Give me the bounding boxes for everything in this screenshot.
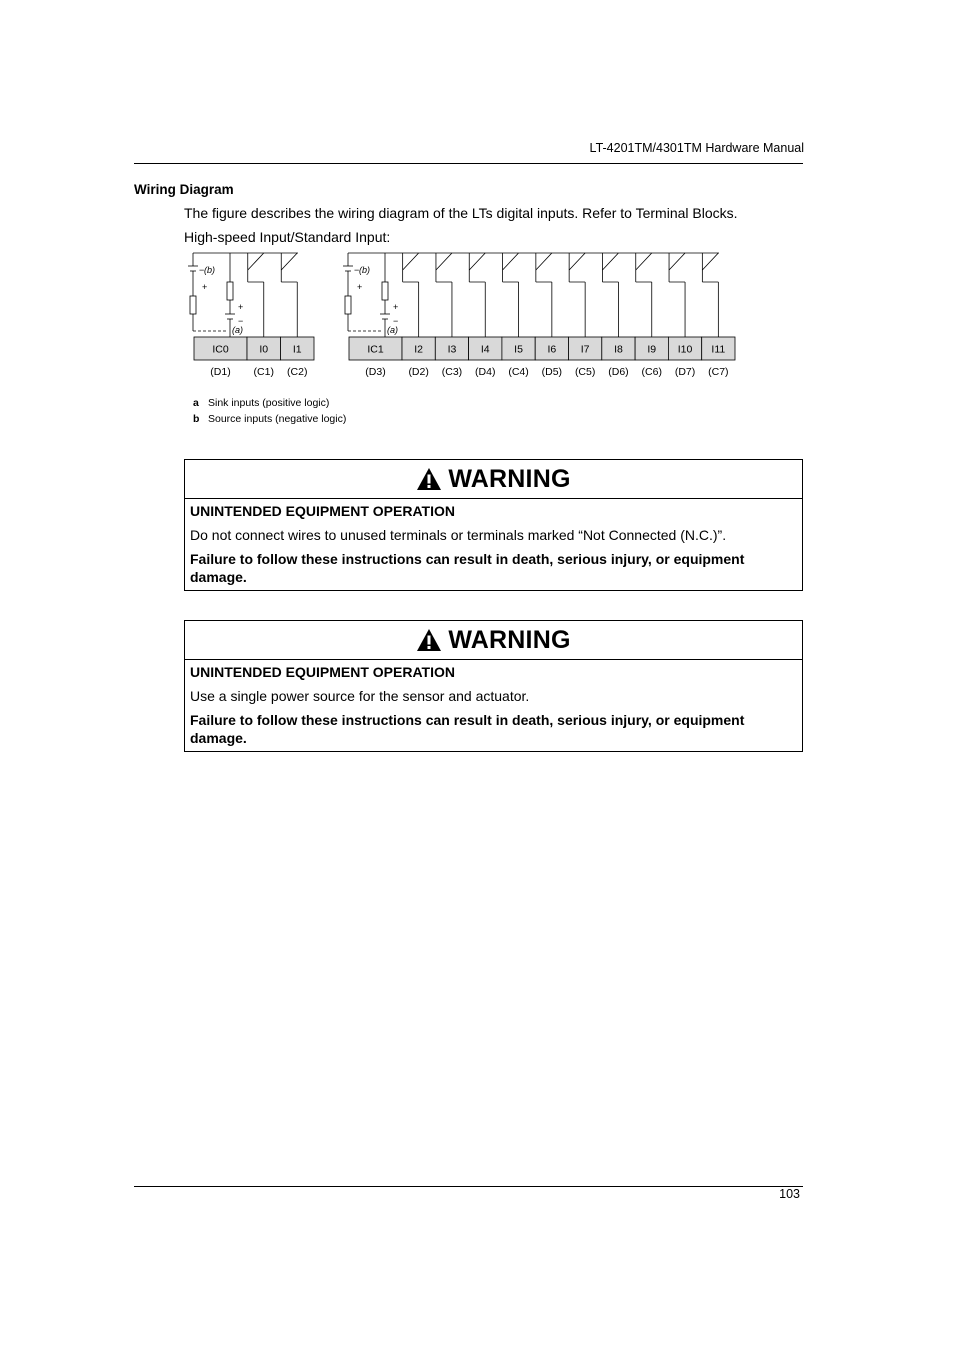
minus-sign: − <box>354 265 360 275</box>
terminal-label: I0 <box>259 343 269 356</box>
terminal-label: I3 <box>447 343 457 356</box>
plus-sign: + <box>238 302 244 312</box>
fuse <box>227 282 233 300</box>
terminal-label: I5 <box>514 343 523 356</box>
pin-label: (C3) <box>441 366 463 378</box>
pin-label: (D2) <box>408 366 429 378</box>
fuse <box>382 282 388 300</box>
intro-paragraph: The figure describes the wiring diagram of the LTs digital inputs. Refer to Terminal Blocks. <box>184 205 738 221</box>
switch-contact <box>602 253 618 270</box>
running-header: LT-4201TM/4301TM Hardware Manual <box>589 141 804 155</box>
terminal-label: I7 <box>580 343 590 356</box>
switch-contact <box>469 253 485 270</box>
pin-label: (D6) <box>608 366 629 378</box>
mark-a: (a) <box>387 325 398 335</box>
switch-contact <box>281 253 297 270</box>
switch-contact <box>669 253 685 270</box>
terminal-label: I6 <box>547 343 557 356</box>
terminal-label: I1 <box>292 343 302 356</box>
legend-text: Source inputs (negative logic) <box>208 413 347 425</box>
switch-contact <box>536 253 552 270</box>
header-rule <box>134 163 803 164</box>
switch-contact <box>248 253 264 270</box>
minus-sign: − <box>393 316 399 326</box>
terminal-label: I2 <box>414 343 424 356</box>
fuse <box>190 296 196 314</box>
warning-operation: UNINTENDED EQUIPMENT OPERATION <box>190 664 455 680</box>
plus-sign: + <box>393 302 399 312</box>
footer-rule <box>134 1186 803 1187</box>
terminal-group-2 <box>343 253 735 378</box>
warning-failure: Failure to follow these instructions can result in death, serious injury, or equipment damage. <box>190 551 745 585</box>
minus-sign: − <box>238 316 244 326</box>
legend-key: b <box>193 413 200 425</box>
plus-sign: + <box>357 282 363 292</box>
warning-operation: UNINTENDED EQUIPMENT OPERATION <box>190 503 455 519</box>
legend-item-b <box>193 413 346 425</box>
terminal-label: I9 <box>647 343 657 356</box>
warning-failure: Failure to follow these instructions can result in death, serious injury, or equipment damage. <box>190 712 745 746</box>
switch-contact <box>403 253 419 270</box>
warning-box <box>184 459 803 591</box>
page-number: 103 <box>779 1187 800 1201</box>
pin-label: (D1) <box>210 366 231 378</box>
section-title: Wiring Diagram <box>134 182 234 197</box>
warning-header <box>185 621 802 660</box>
terminal-label: I8 <box>614 343 623 356</box>
pin-label: (D5) <box>541 366 563 378</box>
mark-a: (a) <box>232 325 243 335</box>
switch-contact <box>702 253 718 270</box>
pin-label: (D3) <box>365 366 386 378</box>
terminal-label: I10 <box>677 343 693 356</box>
terminal-label: I11 <box>711 343 726 356</box>
pin-label: (C5) <box>574 366 596 378</box>
warning-triangle-icon <box>416 628 442 652</box>
pin-label: (D4) <box>475 366 496 378</box>
switch-contact <box>636 253 652 270</box>
terminal-label: I4 <box>480 343 490 356</box>
pin-label: (D7) <box>674 366 696 378</box>
plus-sign: + <box>202 282 208 292</box>
pin-label: (C4) <box>508 366 529 378</box>
fuse <box>345 296 351 314</box>
warning-box <box>184 620 803 752</box>
pin-label: (C6) <box>641 366 662 378</box>
warning-heading: WARNING <box>448 464 571 493</box>
legend-text: Sink inputs (positive logic) <box>208 397 330 409</box>
pin-label: (C2) <box>287 366 308 378</box>
terminal-label: IC0 <box>212 343 229 356</box>
warning-triangle-icon <box>416 467 442 491</box>
terminal-group-1 <box>188 253 314 378</box>
warning-header <box>185 460 802 499</box>
pin-label: (C1) <box>253 366 274 378</box>
legend-key: a <box>193 397 199 409</box>
legend-item-a <box>193 397 329 409</box>
terminal-label: IC1 <box>367 343 384 356</box>
wiring-diagram <box>180 246 750 386</box>
mark-b: (b) <box>359 265 370 275</box>
warning-message: Use a single power source for the sensor and actuator. <box>190 688 530 704</box>
warning-heading: WARNING <box>448 625 571 654</box>
mark-b: (b) <box>204 265 215 275</box>
diagram-caption: High-speed Input/Standard Input: <box>184 229 391 245</box>
minus-sign: − <box>199 265 205 275</box>
switch-contact <box>503 253 519 270</box>
pin-label: (C7) <box>708 366 729 378</box>
switch-contact <box>436 253 452 270</box>
switch-contact <box>569 253 585 270</box>
warning-message: Do not connect wires to unused terminals or terminals marked “Not Connected (N.C.)”. <box>190 527 727 543</box>
